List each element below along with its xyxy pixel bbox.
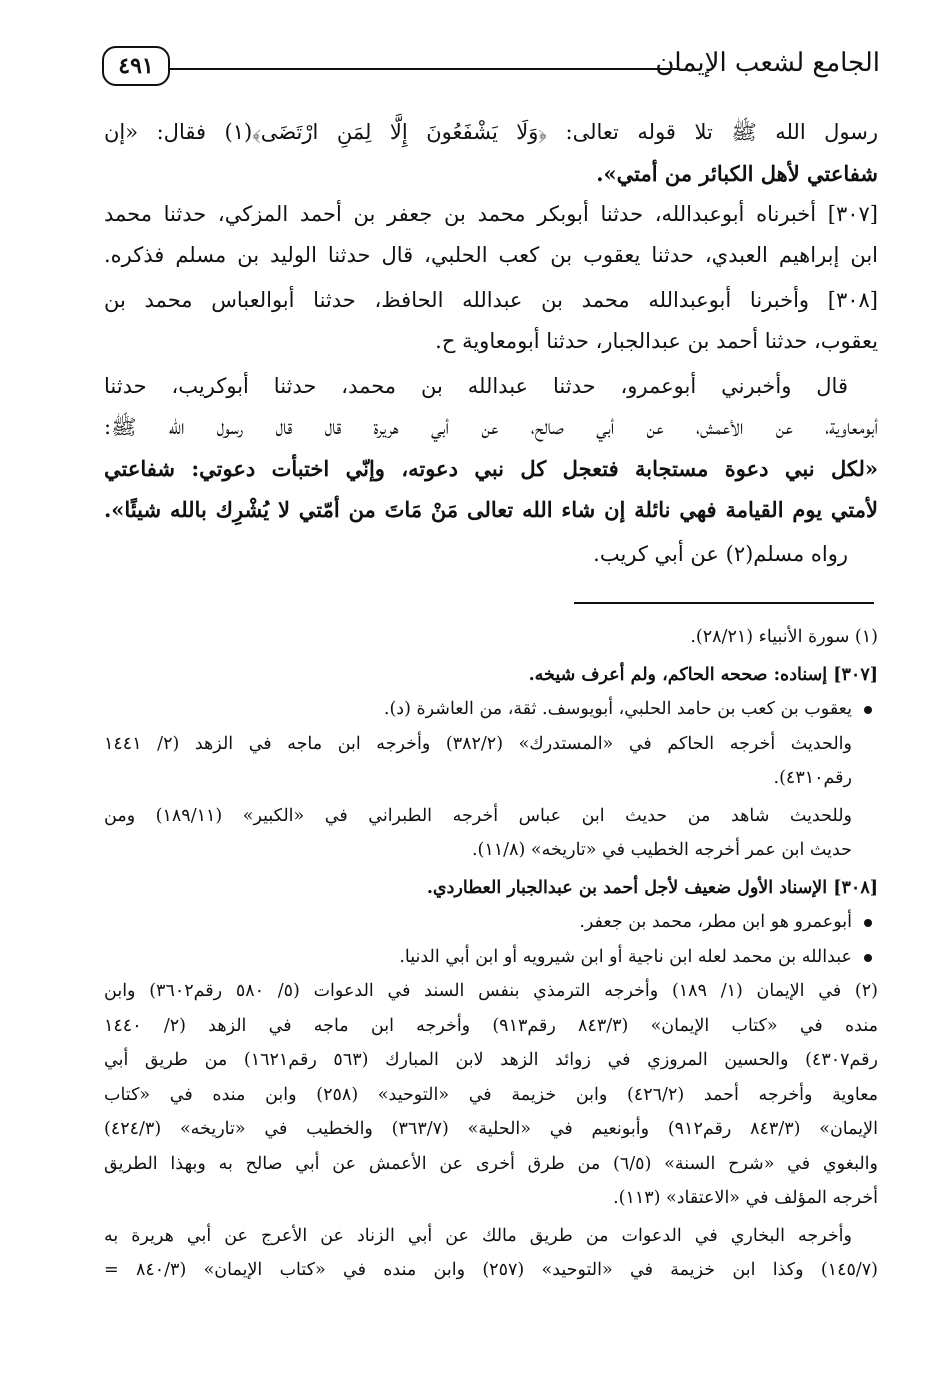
footnote-line: أبوعمرو هو ابن مطر، محمد بن جعفر. — [104, 905, 878, 940]
footnote-line: يعقوب بن كعب بن حامد الحلبي، أبويوسف. ثقة، من العاشرة (د). — [104, 692, 878, 727]
text-line: ابن إبراهيم العبدي، حدثنا يعقوب بن كعب الحلبي، قال حدثنا الوليد بن مسلم فذكره. — [104, 243, 878, 267]
text-line: لأمتي يوم القيامة فهي نائلة إن شاء الله تعالى مَنْ مَاتَ من أمّتي لا يُشْرِك بالله شيئًا». — [104, 497, 878, 522]
footnote-line: الإيمان» (٨٤٣/٣ رقم٩١٢) وأبونعيم في «الحلية» (٣٦٣/٧) والخطيب في «تاريخه» (٤٢٤/٣) — [104, 1119, 878, 1139]
footnote-line: وللحديث شاهد من حديث ابن عباس أخرجه الطبراني في «الكبير» (١٨٩/١١) ومن — [104, 805, 852, 826]
footnote-line: (٢) في الإيمان (١/ ١٨٩) وأخرجه الترمذي بنفس السند في الدعوات (٥/ ٥٨٠ رقم٣٦٠٢) وابن — [104, 981, 878, 1001]
footnote-line: (١٤٥/٧) وكذا ابن خزيمة في «التوحيد» (٢٥٧) وابن منده في «كتاب الإيمان» (٨٤٠/٣ = — [104, 1260, 878, 1280]
text-line: شفاعتي لأهل الكبائر من أمتي». — [596, 161, 878, 186]
footnote-separator — [574, 602, 874, 604]
footnote-line: معاوية وأخرجه أحمد (٤٢٦/٢) وابن خزيمة في «التوحيد» (٢٥٨) وابن منده في «كتاب — [104, 1084, 878, 1105]
header-rule — [168, 68, 680, 70]
text-line: رسول الله ﷺ تلا قوله تعالى: ﴿وَلَا يَشْفَعُونَ إِلَّا لِمَنِ ارْتَضَى﴾(١) فقال: «إن — [104, 120, 878, 144]
footnote-line: رقم٤٣٠٧) والحسين المروزي في زوائد الزهد لابن المبارك (٥٦٣ رقم١٦٢١) من طريق أبي — [104, 1050, 878, 1070]
text-line: [٣٠٧] أخبرناه أبوعبدالله، حدثنا أبوبكر محمد بن جعفر بن أحمد المزكي، حدثنا محمد — [104, 202, 878, 226]
footnote-line: منده في «كتاب الإيمان» (٨٤٣/٣ رقم٩١٣) وأخرجه ابن ماجه في الزهد (٢/ ١٤٤٠ — [104, 1015, 878, 1036]
footnote-line: [٣٠٨] الإسناد الأول ضعيف لأجل أحمد بن عبدالجبار العطاردي. — [426, 877, 878, 898]
page-header — [100, 40, 880, 90]
page-number: ٤٩١ — [102, 46, 170, 86]
footnote-line: [٣٠٧] إسناده: صححه الحاكم، ولم أعرف شيخه. — [528, 664, 878, 685]
text-line: يعقوب، حدثنا أحمد بن عبدالجبار، حدثنا أبومعاوية ح. — [435, 329, 878, 353]
footnote-line: والحديث أخرجه الحاكم في «المستدرك» (٣٨٢/٢) وأخرجه ابن ماجه في الزهد (٢/ ١٤٤١ — [104, 733, 852, 754]
footnote-line: والبغوي في «شرح السنة» (٦/٥) من طرق أخرى عن الأعمش عن أبي صالح به وبهذا الطريق — [104, 1153, 878, 1174]
footnote-line: رقم٤٣١٠). — [773, 768, 852, 788]
text-line: أبومعاوية، عن الأعمش، عن أبي صالح، عن أبي هريرة قال قال رسول الله ﷺ: — [104, 415, 878, 439]
footnote-line: عبدالله بن محمد لعله ابن ناجية أو ابن شيرويه أو ابن أبي الدنيا. — [104, 940, 878, 975]
footnote-line: وأخرجه البخاري في الدعوات من طريق مالك عن أبي الزناد عن الأعرج عن أبي هريرة به — [104, 1225, 852, 1246]
footnote-line: حديث ابن عمر أخرجه الخطيب في «تاريخه» (١١/٨). — [471, 840, 852, 860]
footnote-line: (١) سورة الأنبياء (٢٨/٢١). — [690, 627, 878, 647]
text-line: [٣٠٨] وأخبرنا أبوعبدالله محمد بن عبدالله الحافظ، حدثنا أبوالعباس محمد بن — [104, 288, 878, 312]
main-text — [104, 112, 878, 575]
footnote-line: أخرجه المؤلف في «الاعتقاد» (١١٣). — [613, 1188, 878, 1208]
running-title: الجامع لشعب الإيمان — [655, 48, 880, 78]
text-line: «لكل نبي دعوة مستجابة فتعجل كل نبي دعوته، وإنّي اختبأت دعوتي: شفاعتي — [104, 456, 878, 481]
text-line: رواه مسلم(٢) عن أبي كريب. — [593, 542, 848, 566]
text-line: قال وأخبرني أبوعمرو، حدثنا عبدالله بن محمد، حدثنا أبوكريب، حدثنا — [104, 374, 848, 398]
footnotes — [104, 620, 878, 1288]
